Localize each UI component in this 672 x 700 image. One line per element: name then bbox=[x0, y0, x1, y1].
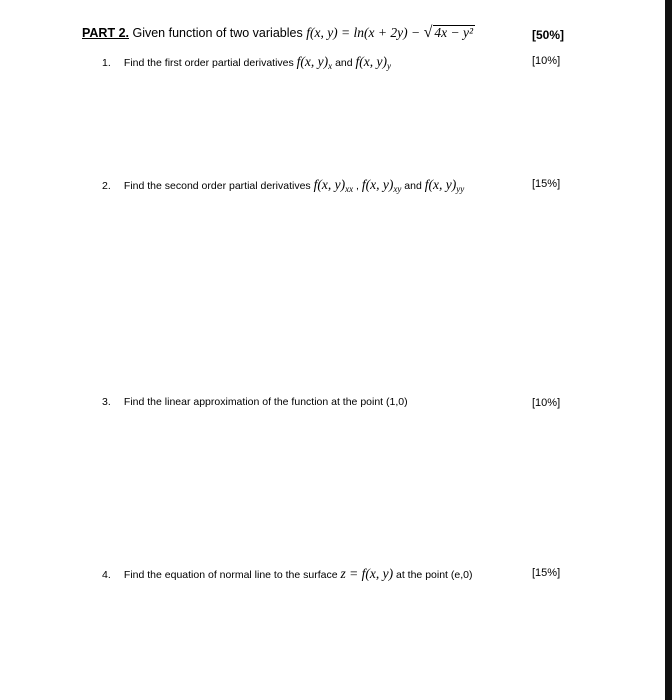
part-header bbox=[82, 24, 602, 46]
question-text: Find the linear approximation of the function at the point (1,0) bbox=[123, 396, 408, 408]
square-root-expression bbox=[424, 25, 475, 40]
radicand: 4x − y² bbox=[434, 25, 474, 40]
math-subscript: xy bbox=[393, 184, 402, 194]
math-expression: f(x, y) bbox=[355, 54, 388, 69]
question-3-weight: [10%] bbox=[532, 397, 561, 409]
question-2-weight: [15%] bbox=[532, 178, 561, 190]
question-text: Find the second order partial derivatives bbox=[123, 180, 311, 192]
question-3 bbox=[102, 396, 542, 416]
question-text: Find the equation of normal line to the surface bbox=[123, 569, 338, 581]
question-2 bbox=[102, 177, 542, 197]
question-number: 4. bbox=[102, 569, 111, 581]
question-text: Find the first order partial derivatives bbox=[123, 57, 294, 69]
joiner-text: and bbox=[404, 180, 422, 192]
math-subscript: y bbox=[387, 61, 392, 71]
question-number: 3. bbox=[102, 396, 111, 408]
part-weight: [50%] bbox=[532, 28, 565, 42]
radical-sign: √ bbox=[423, 24, 433, 41]
math-subscript: xx bbox=[345, 184, 354, 194]
question-1-weight: [10%] bbox=[532, 55, 561, 67]
function-definition: f(x, y) = ln(x + 2y) − bbox=[306, 25, 421, 40]
joiner-text: and bbox=[335, 57, 353, 69]
question-1 bbox=[102, 54, 542, 74]
question-text-end: at the point (e,0) bbox=[396, 569, 473, 581]
math-expression: f(x, y) bbox=[296, 54, 329, 69]
part-label: PART 2. bbox=[82, 26, 129, 40]
question-4 bbox=[102, 566, 542, 586]
math-expression: f(x, y) bbox=[424, 177, 457, 192]
math-expression: f(x, y) bbox=[361, 177, 394, 192]
math-subscript: x bbox=[328, 61, 333, 71]
math-expression: f(x, y) bbox=[313, 177, 346, 192]
part-intro: Given function of two variables bbox=[132, 26, 303, 40]
math-expression: z = f(x, y) bbox=[340, 566, 394, 581]
math-subscript: yy bbox=[456, 184, 465, 194]
question-number: 1. bbox=[102, 57, 111, 69]
question-4-weight: [15%] bbox=[532, 567, 561, 579]
right-edge-border bbox=[665, 0, 672, 700]
separator: , bbox=[356, 180, 359, 192]
question-number: 2. bbox=[102, 180, 111, 192]
